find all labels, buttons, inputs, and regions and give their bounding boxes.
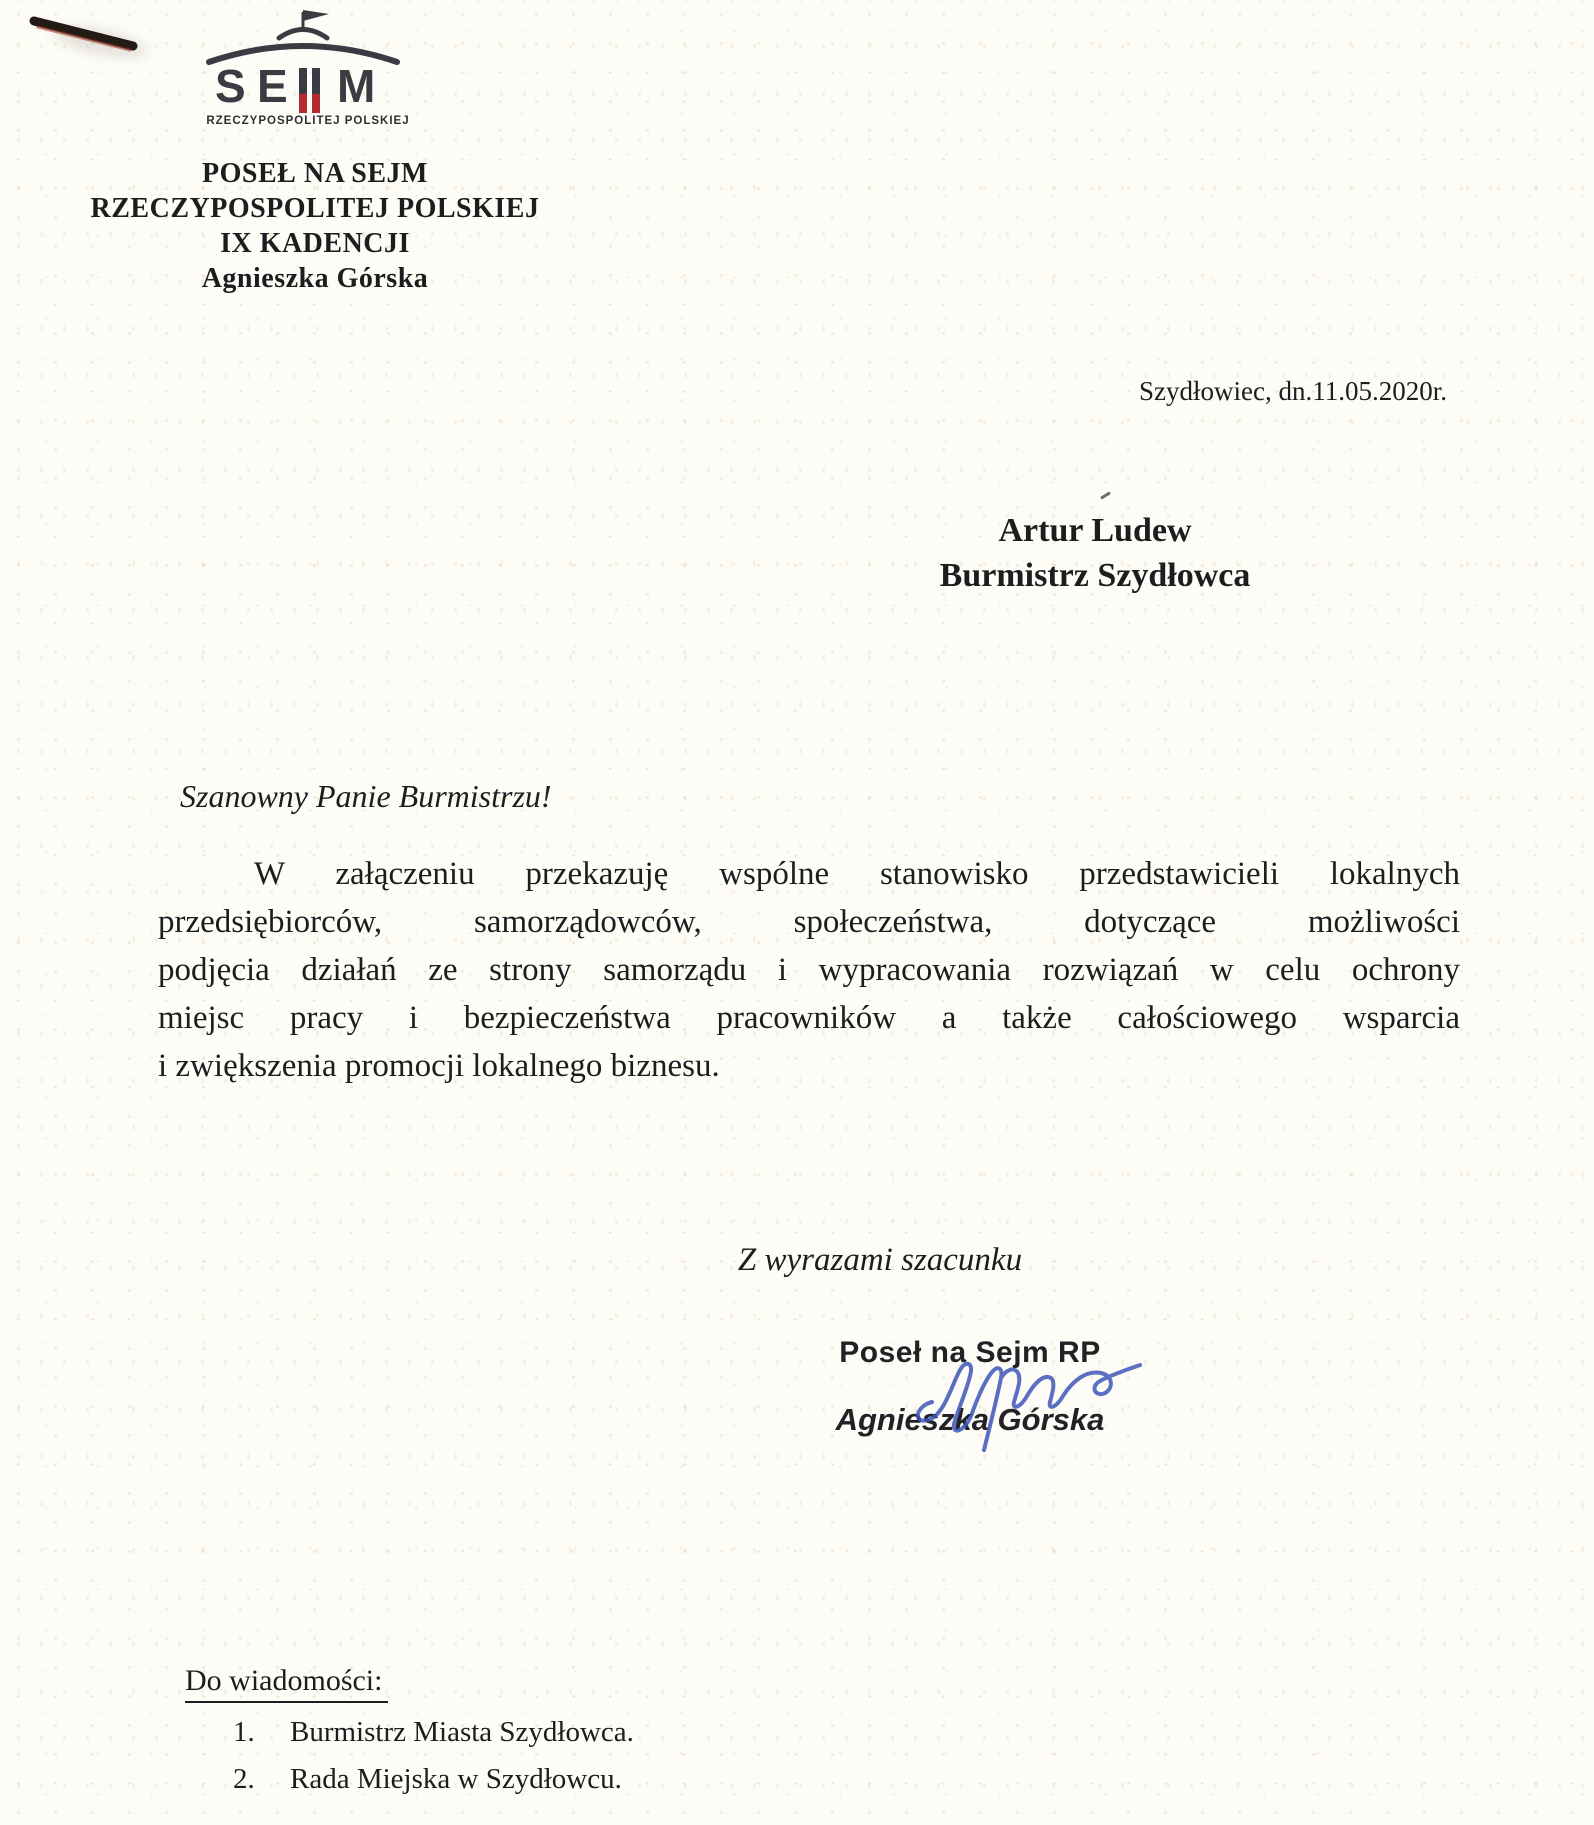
letterhead-line-2: RZECZYPOSPOLITEJ POLSKIEJ [90,193,540,224]
scan-artifact-stroke [0,0,190,80]
handwritten-signature [770,1342,1160,1454]
logo-caption: RZECZYPOSPOLITEJ POLSKIEJ [206,115,410,127]
signature-role: Poseł na Sejm RP [839,1336,1101,1369]
body-line: miejsc pracy i bezpieczeństwa pracowników a także całościowego wsparcia [158,1000,1460,1036]
body-line: i zwiększenia promocji lokalnego biznesu. [158,1048,720,1084]
cc-item [185,1761,634,1797]
cc-heading: Do wiadomości: [185,1664,388,1703]
letterhead-line-4: Agnieszka Górska [201,263,429,294]
letterhead-line-3: IX KADENCJI [220,228,410,259]
logo-double-bar-icon [299,68,320,113]
logo-letter-m: M [337,60,376,112]
cc-item-text: Rada Miejska w Szydłowcu. [290,1763,622,1795]
date-line: Szydłowiec, dn.11.05.2020r. [1139,376,1447,406]
scan-speck [1100,491,1111,499]
salutation: Szanowny Panie Burmistrzu! [180,778,552,814]
cc-item-number: 2. [233,1763,255,1795]
sejm-logo [191,6,441,128]
addressee-title: Burmistrz Szydłowca [939,557,1251,594]
body-line: przedsiębiorców, samorządowców, społeczeństwa, dotyczące możliwości [158,904,1460,940]
letterhead-line-1: POSEŁ NA SEJM [202,158,428,189]
body-line: W załączeniu przekazuję wspólne stanowisko przedstawicieli lokalnych [254,856,1460,892]
cc-item [185,1714,634,1750]
logo-letter-s: S [215,60,246,112]
cc-item-text: Burmistrz Miasta Szydłowca. [290,1716,634,1748]
logo-letter-e: E [257,60,288,112]
addressee-block [890,508,1300,598]
sejm-dome-icon [209,10,397,62]
letterhead [15,156,615,296]
body-paragraph [158,850,1460,1090]
closing-phrase: Z wyrazami szacunku [737,1242,1023,1278]
signature-name: Agnieszka Górska [835,1402,1105,1437]
cc-block [185,1664,634,1797]
cc-item-number: 1. [233,1716,255,1748]
addressee-name: Artur Ludew [998,512,1192,549]
body-line: podjęcia działań ze strony samorządu i wypracowania rozwiązań w celu ochrony [158,952,1460,988]
